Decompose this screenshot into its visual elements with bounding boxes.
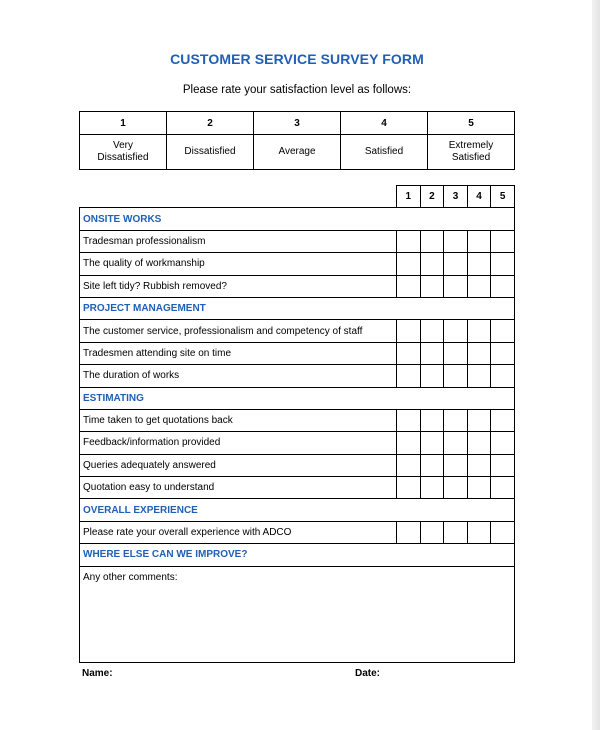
rating-cell-1[interactable]: [397, 320, 421, 342]
section-row: [80, 297, 515, 319]
rating-cell-1[interactable]: [397, 409, 421, 431]
question-row: [80, 230, 515, 252]
scale-number-1: 1: [80, 112, 167, 135]
question-text: Tradesmen attending site on time: [80, 342, 397, 364]
section-row: [80, 499, 515, 521]
rating-cell-2[interactable]: [420, 275, 444, 297]
rating-cell-1[interactable]: [397, 432, 421, 454]
rating-cell-3[interactable]: [444, 342, 468, 364]
rating-cell-2[interactable]: [420, 230, 444, 252]
scale-number-3: 3: [254, 112, 341, 135]
section-title: ESTIMATING: [80, 387, 515, 409]
comments-field[interactable]: Any other comments:: [80, 566, 515, 662]
form-title: CUSTOMER SERVICE SURVEY FORM: [170, 51, 424, 67]
rating-cell-3[interactable]: [444, 253, 468, 275]
question-text: Queries adequately answered: [80, 454, 397, 476]
rating-cell-4[interactable]: [467, 342, 491, 364]
scale-label-3: [254, 135, 341, 170]
rating-cell-5[interactable]: [491, 477, 515, 499]
scale-label-line: Satisfied: [364, 146, 404, 157]
rating-cell-2[interactable]: [420, 365, 444, 387]
rating-cell-2[interactable]: [420, 342, 444, 364]
question-text: Quotation easy to understand: [80, 477, 397, 499]
question-row: [80, 365, 515, 387]
scale-label-line: Dissatisfied: [97, 152, 149, 163]
question-row: [80, 454, 515, 476]
rating-cell-5[interactable]: [491, 320, 515, 342]
question-row: [80, 432, 515, 454]
rating-cell-3[interactable]: [444, 230, 468, 252]
scale-label-1: [80, 135, 167, 170]
question-text: Time taken to get quotations back: [80, 409, 397, 431]
scale-number-4: 4: [341, 112, 428, 135]
scale-label-2: [167, 135, 254, 170]
improve-row: [80, 544, 515, 566]
rating-cell-2[interactable]: [420, 432, 444, 454]
scale-label-line: Satisfied: [451, 152, 491, 163]
scale-number-5: 5: [428, 112, 515, 135]
comments-row: [80, 566, 515, 662]
rating-header-3: 3: [444, 186, 468, 208]
question-row: [80, 342, 515, 364]
rating-header-row: [80, 186, 515, 208]
rating-cell-4[interactable]: [467, 477, 491, 499]
rating-cell-2[interactable]: [420, 253, 444, 275]
rating-cell-4[interactable]: [467, 275, 491, 297]
section-title: PROJECT MANAGEMENT: [80, 297, 515, 319]
question-text: Please rate your overall experience with ADCO: [80, 521, 397, 543]
scale-label-line: Extremely: [448, 140, 494, 151]
name-label: Name:: [82, 668, 113, 679]
rating-cell-2[interactable]: [420, 320, 444, 342]
rating-cell-1[interactable]: [397, 342, 421, 364]
rating-cell-4[interactable]: [467, 409, 491, 431]
rating-cell-2[interactable]: [420, 521, 444, 543]
form-subtitle: Please rate your satisfaction level as follows:: [182, 84, 412, 96]
question-row: [80, 477, 515, 499]
scale-label-line: Very: [112, 140, 133, 151]
rating-cell-3[interactable]: [444, 365, 468, 387]
improve-title: WHERE ELSE CAN WE IMPROVE?: [80, 544, 515, 566]
question-text: Feedback/information provided: [80, 432, 397, 454]
question-text: Site left tidy? Rubbish removed?: [80, 275, 397, 297]
rating-cell-1[interactable]: [397, 365, 421, 387]
rating-cell-4[interactable]: [467, 253, 491, 275]
rating-cell-2[interactable]: [420, 477, 444, 499]
question-text: The quality of workmanship: [80, 253, 397, 275]
rating-cell-5[interactable]: [491, 275, 515, 297]
rating-cell-5[interactable]: [491, 454, 515, 476]
page-edge: [592, 0, 600, 730]
rating-cell-3[interactable]: [444, 432, 468, 454]
rating-cell-1[interactable]: [397, 454, 421, 476]
question-text: The customer service, professionalism and competency of staff: [80, 320, 397, 342]
rating-scale-table: [79, 111, 515, 170]
rating-cell-4[interactable]: [467, 432, 491, 454]
rating-header-1: 1: [397, 186, 421, 208]
section-row: [80, 208, 515, 230]
rating-cell-5[interactable]: [491, 365, 515, 387]
rating-cell-4[interactable]: [467, 230, 491, 252]
scale-label-4: [341, 135, 428, 170]
question-row: [80, 253, 515, 275]
scale-label-line: Average: [278, 146, 316, 157]
rating-cell-1[interactable]: [397, 253, 421, 275]
scale-label-line: Dissatisfied: [184, 146, 236, 157]
scale-label-row: [80, 135, 515, 170]
date-label: Date:: [355, 668, 381, 679]
rating-cell-3[interactable]: [444, 477, 468, 499]
question-text: The duration of works: [80, 365, 397, 387]
rating-cell-4[interactable]: [467, 454, 491, 476]
rating-cell-4[interactable]: [467, 365, 491, 387]
section-title: OVERALL EXPERIENCE: [80, 499, 515, 521]
rating-cell-1[interactable]: [397, 275, 421, 297]
question-row: [80, 275, 515, 297]
question-row: [80, 409, 515, 431]
rating-header-5: 5: [491, 186, 515, 208]
rating-cell-5[interactable]: [491, 230, 515, 252]
section-row: [80, 387, 515, 409]
rating-cell-3[interactable]: [444, 454, 468, 476]
question-text: Tradesman professionalism: [80, 230, 397, 252]
rating-cell-4[interactable]: [467, 521, 491, 543]
scale-number-row: [80, 112, 515, 135]
question-row: [80, 521, 515, 543]
section-title: ONSITE WORKS: [80, 208, 515, 230]
rating-cell-3[interactable]: [444, 409, 468, 431]
rating-cell-3[interactable]: [444, 521, 468, 543]
rating-cell-2[interactable]: [420, 409, 444, 431]
rating-cell-5[interactable]: [491, 432, 515, 454]
rating-cell-1[interactable]: [397, 230, 421, 252]
rating-cell-4[interactable]: [467, 320, 491, 342]
rating-cell-5[interactable]: [491, 342, 515, 364]
rating-cell-1[interactable]: [397, 521, 421, 543]
rating-cell-2[interactable]: [420, 454, 444, 476]
rating-cell-5[interactable]: [491, 253, 515, 275]
rating-cell-3[interactable]: [444, 275, 468, 297]
rating-cell-3[interactable]: [444, 320, 468, 342]
header-spacer: [80, 186, 397, 208]
rating-cell-5[interactable]: [491, 521, 515, 543]
rating-cell-5[interactable]: [491, 409, 515, 431]
rating-header-4: 4: [467, 186, 491, 208]
survey-table: [79, 185, 515, 663]
rating-cell-1[interactable]: [397, 477, 421, 499]
scale-label-5: [428, 135, 515, 170]
rating-header-2: 2: [420, 186, 444, 208]
scale-number-2: 2: [167, 112, 254, 135]
question-row: [80, 320, 515, 342]
